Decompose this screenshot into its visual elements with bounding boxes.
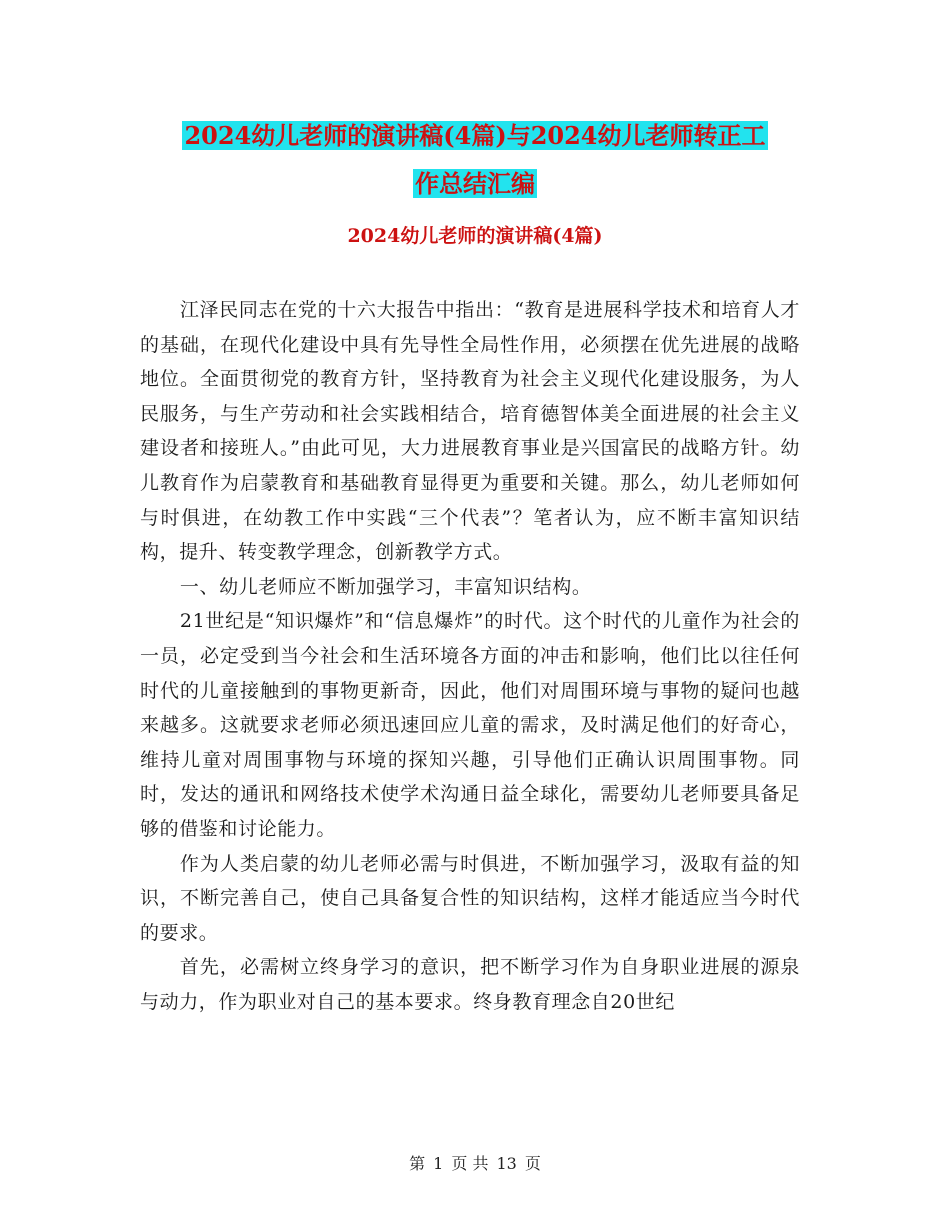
paragraph: 一、幼儿老师应不断加强学习，丰富知识结构。 — [179, 575, 592, 598]
paragraph: 21世纪是“知识爆炸”和“信息爆炸”的时代。这个时代的儿童作为社会的一员，必定受到当今社会和生活环境各方面的冲击和影响，他们比以往任何时代的儿童接触到的事物更新奇，因此，他们对周围环境与事物的疑问也越来越多。这就要求老师必须迅速回应儿童的需求，及时满足他们的好奇心，维持儿童对周围事物与环境的探知兴趣，引导他们正确认识周围事物。同时，发达的通讯和网络技术使学术沟通日益全球化，需要幼儿老师要具备足够的借鉴和讨论能力。 — [140, 610, 800, 840]
page-prefix: 第 — [409, 1154, 426, 1173]
paragraph: 首先，必需树立终身学习的意识，把不断学习作为自身职业进展的源泉与动力，作为职业对自己的基本要求。终身教育理念自20世纪 — [140, 956, 800, 1013]
body-text — [140, 293, 800, 1019]
page-suffix: 页 — [524, 1154, 541, 1173]
paragraph: 江泽民同志在党的十六大报告中指出：“教育是进展科学技术和培育人才的基础，在现代化建设中具有先导性全局性作用，必须摆在优先进展的战略地位。全面贯彻党的教育方针，坚持教育为社会主义现代化建设服务，为人民服务，与生产劳动和社会实践相结合，培育德智体美全面进展的社会主义建设者和接班人。”由此可见，大力进展教育事业是兴国富民的战略方针。幼儿教育作为启蒙教育和基础教育显得更为重要和关键。那么，幼儿老师如何与时俱进，在幼教工作中实践“三个代表”？笔者认为，应不断丰富知识结构，提升、转变教学理念，创新教学方式。 — [140, 299, 800, 564]
page-number: 1 — [433, 1154, 444, 1173]
paragraph: 作为人类启蒙的幼儿老师必需与时俱进，不断加强学习，汲取有益的知识，不断完善自己，使自己具备复合性的知识结构，这样才能适应当今时代的要求。 — [140, 852, 800, 944]
title-line-2: 作总结汇编 — [415, 169, 535, 198]
page-footer — [0, 1152, 950, 1176]
page-total: 13 — [496, 1154, 517, 1173]
section-title: 2024幼儿老师的演讲稿(4篇) — [347, 225, 603, 247]
page-mid: 页 共 — [451, 1154, 489, 1173]
document-title — [140, 112, 810, 208]
title-line-1: 2024幼儿老师的演讲稿(4篇)与2024幼儿老师转正工 — [184, 121, 766, 150]
